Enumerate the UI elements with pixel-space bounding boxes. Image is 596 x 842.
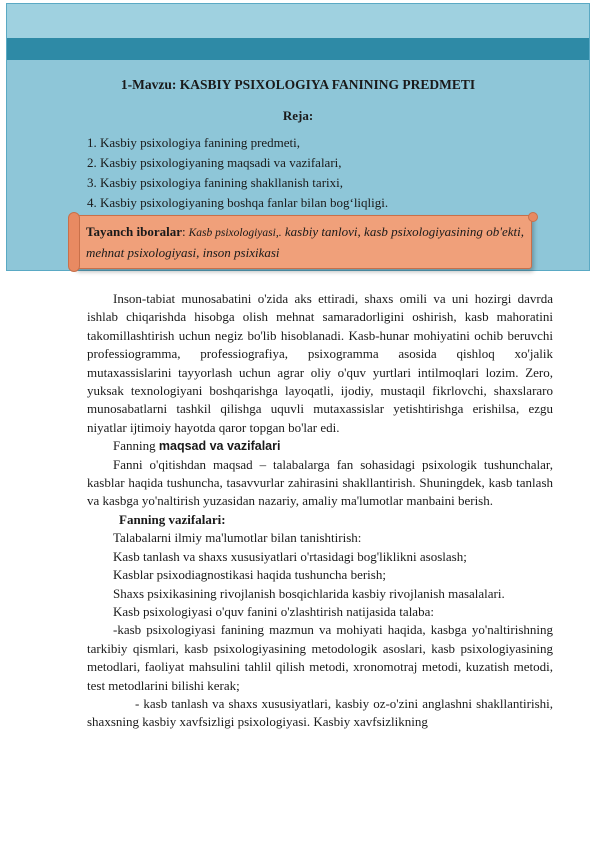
goal-bold: maqsad va vazifalari — [158, 439, 281, 454]
goal-paragraph: Fanni o'qitishdan maqsad – talabalarga fan sohasidagi psixologik tushunchalar, kasblar haqida tushuncha, tasavvurlar zahirasini shakllantirish. Shuningdek, kasb tanlash va kasbga yo'naltirish yuzasidan nazariy, amaliy ma'lumotlar manbaini berish. — [87, 456, 553, 509]
keywords-part2: kasbiy tanlovi, kasb psixologiyasining ob'ekti, mehnat psixologiyasi, inson psixikasi — [86, 224, 524, 260]
plan-item: 3. Kasbiy psixologiya fanining shakllanish tarixi, — [87, 175, 343, 190]
task-item: Talabalarni ilmiy ma'lumotlar bilan tanishtirish: — [113, 530, 362, 546]
topic-title: 1-Mavzu: KASBIY PSIXOLOGIYA FANINING PREDMETI — [120, 77, 476, 92]
goal-heading — [87, 437, 553, 455]
goal-prefix: Fanning — [113, 438, 159, 454]
task-item: Kasblar psixodiagnostikasi haqida tushuncha berish; — [113, 567, 386, 583]
plan-label: Reja: — [282, 108, 314, 123]
task-item: Kasb tanlash va shaxs xususiyatlari o'rtasidagi bog'liklikni asoslash; — [113, 548, 467, 564]
plan-item: 1. Kasbiy psixologiya fanining predmeti, — [87, 135, 301, 150]
plan-item: 4. Kasbiy psixologiyaning boshqa fanlar bilan bog‘liqligi. — [87, 195, 389, 210]
keywords-text — [86, 222, 524, 262]
scroll-roll-right — [528, 212, 538, 222]
tasks-heading: Fanning vazifalari: — [119, 511, 226, 527]
plan-list — [87, 133, 388, 213]
main-body — [87, 290, 553, 732]
plan-item: 2. Kasbiy psixologiyaning maqsadi va vazifalari, — [87, 155, 342, 170]
result-paragraph-1: -kasb psixologiyasi fanining mazmun va mohiyati haqida, kasbga yo'naltirishning tarkibiy qismlari, kasb psixologiyasining metodologik asoslari, kasb psixologiyasining metodlari, faoliyat mahsulini tahlil qilish metodi, xronomotraj metodi, kuzatish metodi, test metodlarini bilishi kerak; — [87, 622, 553, 693]
keywords-colon: : — [182, 224, 186, 239]
keywords-label: Tayanch iboralar — [86, 224, 183, 239]
header-top-band — [7, 4, 589, 38]
result-intro: Kasb psixologiyasi o'quv fanini o'zlashtirish natijasida talaba: — [113, 603, 434, 619]
result-paragraph-2: - kasb tanlash va shaxs xususiyatlari, kasbiy oz-o'zini anglashni shakllantirishi, shaxsning kasbiy xavfsizligi psixologiyasi. Kasbiy xavfsizlikning — [87, 695, 553, 730]
task-item: Shaxs psixikasining rivojlanish bosqichlarida kasbiy rivojlanish masalalari. — [113, 585, 505, 601]
intro-paragraph: Inson-tabiat munosabatini o'zida aks ettiradi, shaxs omili va uni hozirgi davrda ishlab chiqarishda hisobga olish mehnat samaradorligini oshirish, kasb mahoratini takomillashtirish uchun negiz bo'lib hisoblanadi. Kasb-hunar mohiyatini ochib beruvchi professiogramma, professiografiya, psixogramma asosida qishloq xo'jalik mutaxassislarini tayyorlash uchun agrar oliy o'quv yurtlari intilmoqlari lozim. Zero, yuksak texnologiyani boshqarishga layoqatli, ijodiy, mustaqil fikrlovchi, shaxslararo munosabatlarni tashkil qilishga uquvli mutaxassislar yetishtirishga erishilsa, ezgu niyatlar ijtimoiy hayotda qaror topgan bo'lar edi. — [87, 291, 553, 435]
scroll-roll-left — [68, 212, 80, 272]
keywords-scroll — [68, 212, 538, 272]
keywords-part1: Kasb psixologiyasi,. — [185, 227, 282, 239]
header-dark-band — [7, 38, 589, 60]
